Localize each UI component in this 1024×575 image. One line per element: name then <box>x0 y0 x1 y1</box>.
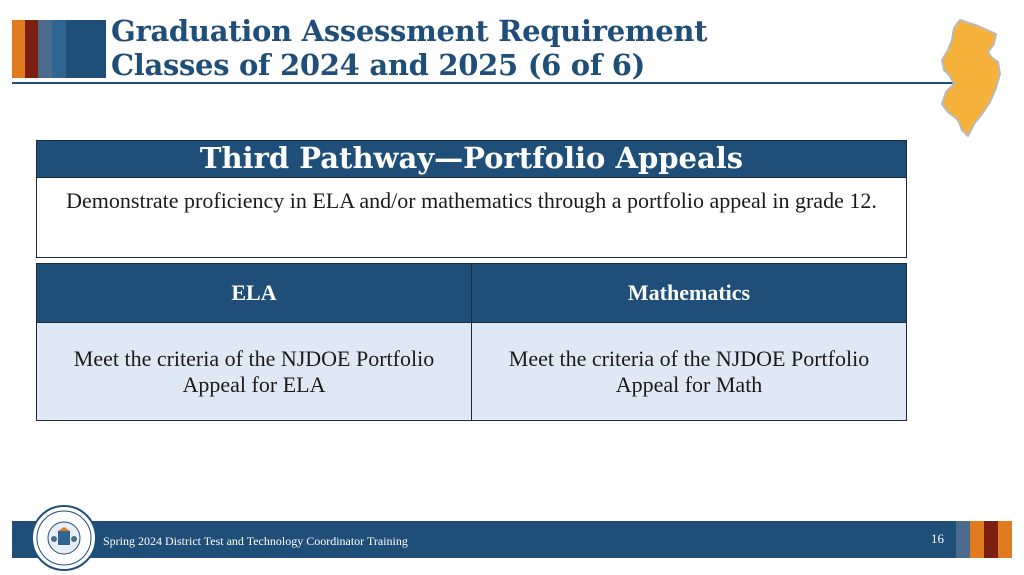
footer-bar-orange-2 <box>998 521 1012 558</box>
footer-bar <box>12 521 956 558</box>
header-color-bars <box>12 20 106 78</box>
pathway-heading: Third Pathway—Portfolio Appeals <box>37 141 906 177</box>
footer-bar-slate <box>956 521 970 558</box>
footer-bar-orange <box>970 521 984 558</box>
footer-text: Spring 2024 District Test and Technology Coordinator Training <box>103 534 408 548</box>
table-header-row <box>37 264 907 323</box>
pathway-box <box>36 140 907 258</box>
header-bar-maroon <box>25 20 38 78</box>
requirements-table <box>36 263 907 421</box>
new-jersey-map-icon <box>938 18 1004 140</box>
table-row <box>37 323 907 421</box>
nj-department-of-education-seal-icon <box>31 505 97 571</box>
footer-color-bars <box>956 521 1012 558</box>
cell-math-requirement: Meet the criteria of the NJDOE Portfolio Appeal for Math <box>472 323 907 421</box>
page-number: 16 <box>931 531 944 546</box>
title-divider <box>12 82 970 84</box>
column-header-ela: ELA <box>37 264 472 323</box>
column-header-mathematics: Mathematics <box>472 264 907 323</box>
slide-title <box>111 14 707 82</box>
header-bar-slate <box>38 20 52 78</box>
header-bar-orange <box>12 20 25 78</box>
pathway-description: Demonstrate proficiency in ELA and/or mathematics through a portfolio appeal in grade 12. <box>37 177 906 257</box>
footer-bar-maroon <box>984 521 998 558</box>
header-bar-navy <box>66 20 106 78</box>
title-line-2: Classes of 2024 and 2025 (6 of 6) <box>111 48 646 82</box>
header-bar-blue <box>52 20 66 78</box>
title-line-1: Graduation Assessment Requirement <box>111 14 708 48</box>
cell-ela-requirement: Meet the criteria of the NJDOE Portfolio Appeal for ELA <box>37 323 472 421</box>
